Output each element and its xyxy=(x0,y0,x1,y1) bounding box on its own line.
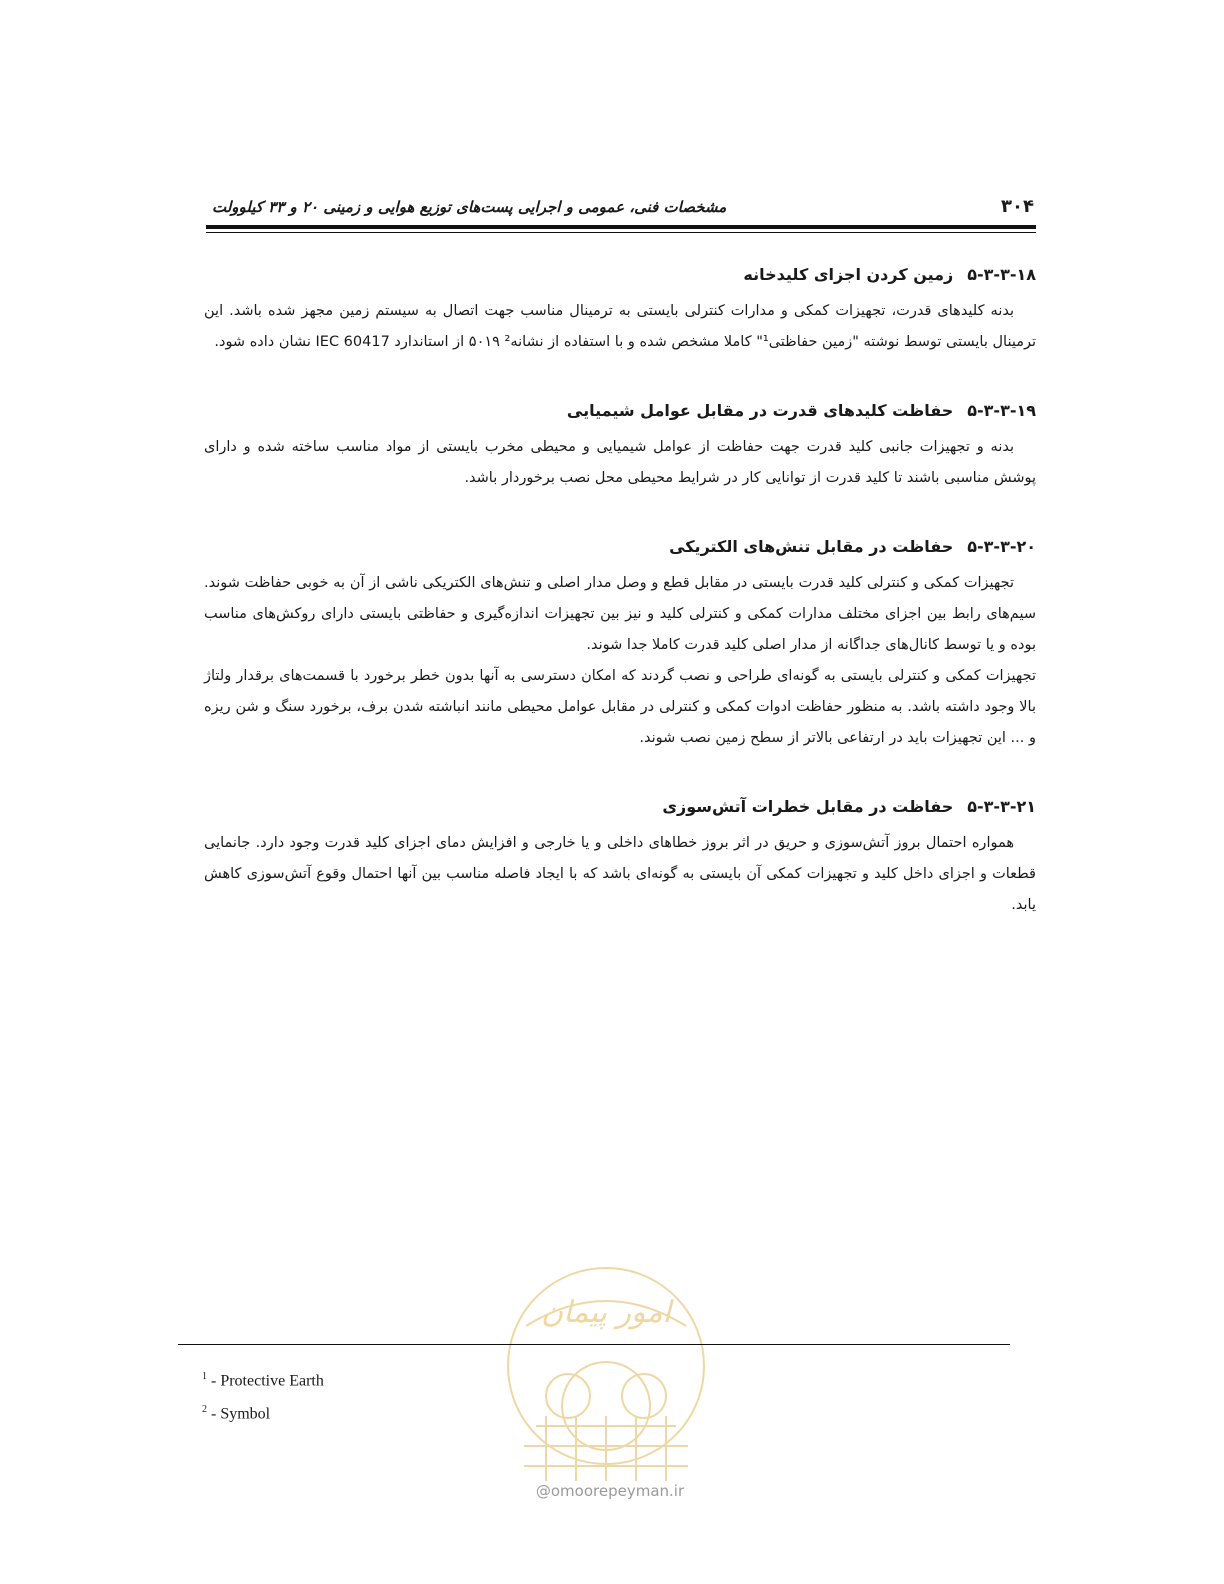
section-heading xyxy=(204,534,1036,560)
paragraph: همواره احتمال بروز آتش‌سوزی و حریق در اثر بروز خطاهای داخلی و یا خارجی و افزایش دمای اجزای کلید قدرت وجود دارد. جانمایی قطعات و اجزای داخل کلید و تجهیزات کمکی آن بایستی به گونه‌ای باشد که با ایجاد فاصله مناسب بین آنها احتمال وقوع آتش‌سوزی کاهش یابد. xyxy=(204,835,1036,913)
section-fire-protection xyxy=(204,794,1036,921)
running-header-title: مشخصات فنی، عمومی و اجرایی پست‌های توزیع هوایی و زمینی ۲۰ و ۳۳ کیلوولت xyxy=(212,198,727,216)
page-header xyxy=(208,196,1034,224)
section-heading xyxy=(204,262,1036,288)
section-title: حفاظت در مقابل تنش‌های الکتریکی xyxy=(669,537,954,556)
footnote-text: - Protective Earth xyxy=(211,1372,324,1390)
footnote xyxy=(202,1362,324,1395)
header-rule-thin xyxy=(206,232,1036,233)
section-number: ۵-۳-۳-۱۹ xyxy=(967,401,1036,420)
footnote-mark: 1 xyxy=(202,1371,207,1382)
header-rule-thick xyxy=(206,225,1036,229)
footnote-separator xyxy=(178,1344,1010,1345)
section-number: ۵-۳-۳-۲۱ xyxy=(967,797,1036,816)
paragraph: تجهیزات کمکی و کنترلی بایستی به گونه‌ای طراحی و نصب گردند که امکان دسترسی به آنها بدون خطر برخورد با قسمت‌های برقدار ولتاژ بالا وجود داشته باشد. به منظور حفاظت ادوات کمکی و کنترلی در مقابل عوامل محیطی مانند انباشته شدن برف، برخورد سنگ و شن ریزه و ... این تجهیزات باید در ارتفاعی بالاتر از سطح زمین نصب شوند. xyxy=(204,668,1036,746)
section-heading xyxy=(204,398,1036,424)
section-electrical-stress xyxy=(204,534,1036,754)
section-heading xyxy=(204,794,1036,820)
paragraph: تجهیزات کمکی و کنترلی کلید قدرت بایستی در مقابل قطع و وصل مدار اصلی و تنش‌های الکتریکی ناشی از آن به خوبی حفاظت شوند. سیم‌های رابط بین اجزای مختلف مدارات کمکی و کنترلی کلید و نیز بین تجهیزات اندازه‌گیری و حفاظتی بایستی دارای روکش‌های مناسب بوده و یا توسط کانال‌های جداگانه از مدار اصلی کلید قدرت کاملا جدا شوند. xyxy=(204,575,1036,653)
footnote-text: - Symbol xyxy=(211,1405,271,1423)
watermark-url: @omoorepeyman.ir xyxy=(535,1482,685,1500)
section-title: حفاظت کلیدهای قدرت در مقابل عوامل شیمیایی xyxy=(566,401,954,420)
section-number: ۵-۳-۳-۲۰ xyxy=(967,537,1036,556)
watermark-logo-text: امور پیمان xyxy=(541,1295,671,1330)
paragraph: بدنه و تجهیزات جانبی کلید قدرت جهت حفاظت از عوامل شیمیایی و محیطی مخرب بایستی از مواد مناسب ساخته شده و دارای پوشش مناسبی باشند تا کلید قدرت از توانایی کار در شرایط محیطی محل نصب برخوردار باشد. xyxy=(204,439,1036,486)
page-number: ۳۰۴ xyxy=(1001,196,1034,217)
footnote xyxy=(202,1395,324,1428)
footnote-mark: 2 xyxy=(202,1404,207,1416)
paragraph: بدنه کلیدهای قدرت، تجهیزات کمکی و مدارات کنترلی بایستی به ترمینال مناسب جهت اتصال به سیستم زمین مجهز شده باشد. این ترمینال بایستی توسط نوشته "زمین حفاظتی¹" کاملا مشخص شده و با استفاده از نشانه² ۵۰۱۹ از استاندارد IEC 60417 نشان داده شود. xyxy=(204,303,1036,350)
section-title: حفاظت در مقابل خطرات آتش‌سوزی xyxy=(662,797,954,816)
page-body xyxy=(204,262,1036,961)
footnotes xyxy=(202,1362,324,1429)
section-chemical-protection xyxy=(204,398,1036,494)
watermark-logo xyxy=(496,1256,716,1496)
section-grounding xyxy=(204,262,1036,358)
section-number: ۵-۳-۳-۱۸ xyxy=(967,265,1036,284)
section-title: زمین کردن اجزای کلیدخانه xyxy=(743,265,954,284)
